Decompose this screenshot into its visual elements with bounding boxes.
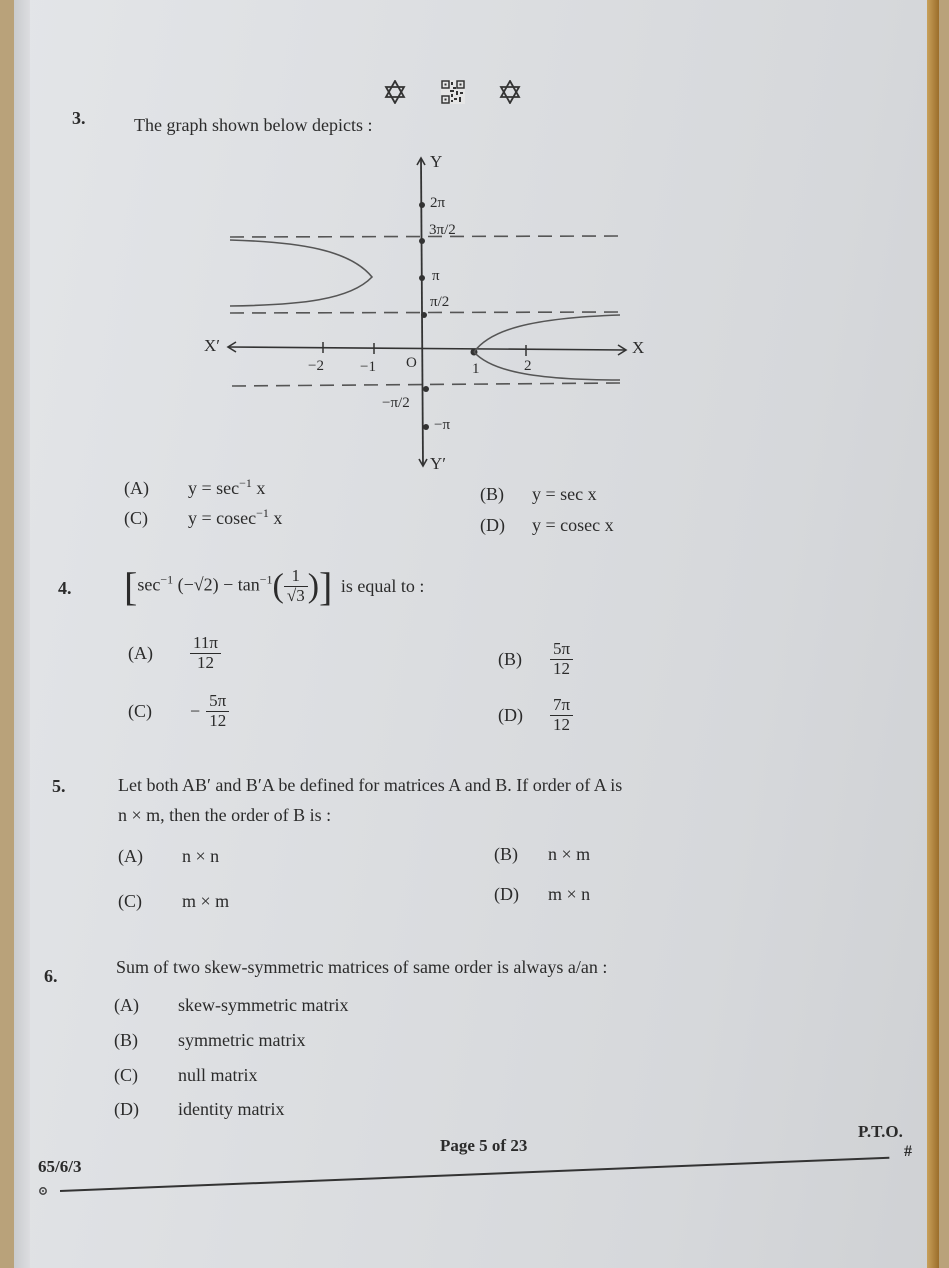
question-number: 4. bbox=[58, 578, 72, 598]
right-bracket: ] bbox=[319, 564, 333, 609]
x-tick-label: 2 bbox=[524, 358, 532, 374]
option-label: (B) bbox=[494, 844, 518, 864]
denominator: 12 bbox=[553, 658, 571, 678]
option-c[interactable] bbox=[124, 506, 282, 529]
option-a[interactable] bbox=[114, 995, 348, 1016]
option-text-tail: x bbox=[251, 478, 266, 498]
option-label: (A) bbox=[128, 642, 153, 663]
denominator: 12 bbox=[190, 653, 221, 673]
option-c[interactable] bbox=[128, 692, 229, 730]
question-number: 5. bbox=[52, 776, 66, 796]
qr-code-icon bbox=[440, 79, 466, 110]
y-tick-label: 2π bbox=[430, 195, 446, 211]
option-label: (C) bbox=[124, 508, 148, 528]
left-bracket: [ bbox=[124, 564, 138, 609]
option-text: identity matrix bbox=[178, 1099, 285, 1119]
fraction bbox=[550, 640, 573, 678]
exam-page bbox=[14, 0, 939, 1268]
origin-label: O bbox=[406, 355, 417, 371]
y-tick-label: π bbox=[432, 268, 440, 284]
option-d[interactable] bbox=[494, 884, 590, 905]
expr-text: (−√2) − tan bbox=[173, 574, 260, 595]
option-text-tail: x bbox=[268, 508, 283, 528]
x-tick-label: −2 bbox=[308, 358, 324, 374]
option-text: symmetric matrix bbox=[178, 1030, 306, 1050]
background-edge bbox=[927, 0, 939, 1268]
option-b[interactable] bbox=[498, 640, 573, 678]
pto-label: P.T.O. bbox=[858, 1122, 903, 1141]
paper-code: 65/6/3 bbox=[38, 1157, 82, 1176]
page-number: Page 5 of 23 bbox=[440, 1136, 528, 1155]
option-a[interactable] bbox=[124, 476, 265, 499]
option-label: (C) bbox=[128, 700, 152, 721]
hash-mark: # bbox=[904, 1143, 912, 1160]
denominator: 12 bbox=[553, 714, 571, 734]
option-text: y = sec bbox=[188, 478, 240, 498]
option-text: m × m bbox=[182, 891, 230, 911]
question-text: is equal to : bbox=[340, 576, 425, 596]
x-tick-label: 1 bbox=[472, 361, 480, 377]
option-text: y = sec x bbox=[532, 484, 597, 504]
numerator: 5π bbox=[550, 640, 573, 660]
option-label: (A) bbox=[124, 478, 149, 498]
denominator: √3 bbox=[286, 586, 305, 605]
y-neg-axis-label: Y′ bbox=[430, 454, 446, 473]
question-number: 6. bbox=[44, 966, 58, 986]
numerator: 11π bbox=[193, 633, 218, 652]
option-text: y = cosec x bbox=[532, 515, 614, 535]
numerator: 1 bbox=[284, 567, 308, 587]
left-paren: ( bbox=[272, 567, 284, 605]
option-c[interactable] bbox=[114, 1065, 258, 1086]
option-text: n × m bbox=[548, 844, 591, 864]
x-axis-label: X bbox=[632, 338, 645, 357]
option-label: (D) bbox=[480, 515, 505, 535]
option-label: (B) bbox=[480, 484, 504, 504]
fraction bbox=[190, 634, 221, 672]
superscript: −1 bbox=[239, 476, 252, 490]
question-text: The graph shown below depicts : bbox=[134, 115, 373, 135]
x-neg-axis-label: X′ bbox=[204, 336, 220, 355]
fraction bbox=[206, 692, 229, 730]
star-of-david-icon bbox=[499, 80, 521, 109]
option-b[interactable] bbox=[494, 844, 590, 865]
question-text-line-2: n × m, then the order of B is : bbox=[118, 805, 332, 825]
option-label: (A) bbox=[114, 995, 139, 1015]
x-tick-label: −1 bbox=[360, 359, 376, 375]
option-c[interactable] bbox=[118, 891, 229, 912]
option-b[interactable] bbox=[114, 1030, 305, 1051]
y-tick-label: −π bbox=[434, 417, 451, 433]
question-text: Sum of two skew-symmetric matrices of same order is always a/an : bbox=[116, 957, 608, 977]
gear-icon bbox=[38, 1183, 48, 1201]
numerator: 7π bbox=[550, 696, 573, 716]
option-label: (B) bbox=[498, 648, 522, 669]
right-paren: ) bbox=[307, 567, 320, 605]
option-d[interactable] bbox=[498, 696, 573, 734]
option-a[interactable] bbox=[128, 634, 221, 672]
footer-rule bbox=[60, 1157, 889, 1192]
option-label: (D) bbox=[494, 884, 519, 904]
option-label: (A) bbox=[118, 846, 143, 866]
option-text: m × n bbox=[548, 884, 591, 904]
option-label: (D) bbox=[114, 1099, 139, 1119]
denominator: 12 bbox=[209, 710, 227, 730]
y-tick-label: π/2 bbox=[430, 294, 450, 310]
fraction bbox=[550, 696, 573, 734]
option-d[interactable] bbox=[114, 1099, 284, 1120]
option-label: (C) bbox=[114, 1065, 138, 1085]
option-b[interactable] bbox=[480, 484, 597, 505]
option-text: y = cosec bbox=[188, 508, 257, 528]
superscript: −1 bbox=[160, 572, 174, 587]
superscript: −1 bbox=[256, 506, 269, 520]
option-text: skew-symmetric matrix bbox=[178, 995, 349, 1015]
question-number: 3. bbox=[72, 108, 86, 128]
question-text-line-1: Let both AB′ and B′A be defined for matrices A and B. If order of A is bbox=[118, 775, 623, 795]
numerator: 5π bbox=[206, 692, 229, 712]
option-a[interactable] bbox=[118, 846, 219, 867]
y-axis-label: Y bbox=[430, 152, 443, 171]
expr-text: sec bbox=[137, 574, 161, 595]
inverse-secant-graph bbox=[190, 150, 645, 480]
fraction bbox=[284, 567, 308, 605]
y-tick-label: 3π/2 bbox=[429, 222, 456, 238]
option-label: (C) bbox=[118, 891, 142, 911]
option-label: (D) bbox=[498, 704, 523, 725]
option-text: n × n bbox=[182, 846, 220, 866]
star-of-david-icon bbox=[384, 80, 406, 109]
superscript: −1 bbox=[259, 572, 273, 587]
option-label: (B) bbox=[114, 1030, 138, 1050]
option-d[interactable] bbox=[480, 515, 614, 536]
option-text: null matrix bbox=[178, 1065, 258, 1085]
minus-sign: − bbox=[190, 700, 201, 721]
page-edge bbox=[14, 0, 30, 1268]
question-expression bbox=[124, 563, 424, 610]
y-tick-label: −π/2 bbox=[382, 395, 410, 411]
